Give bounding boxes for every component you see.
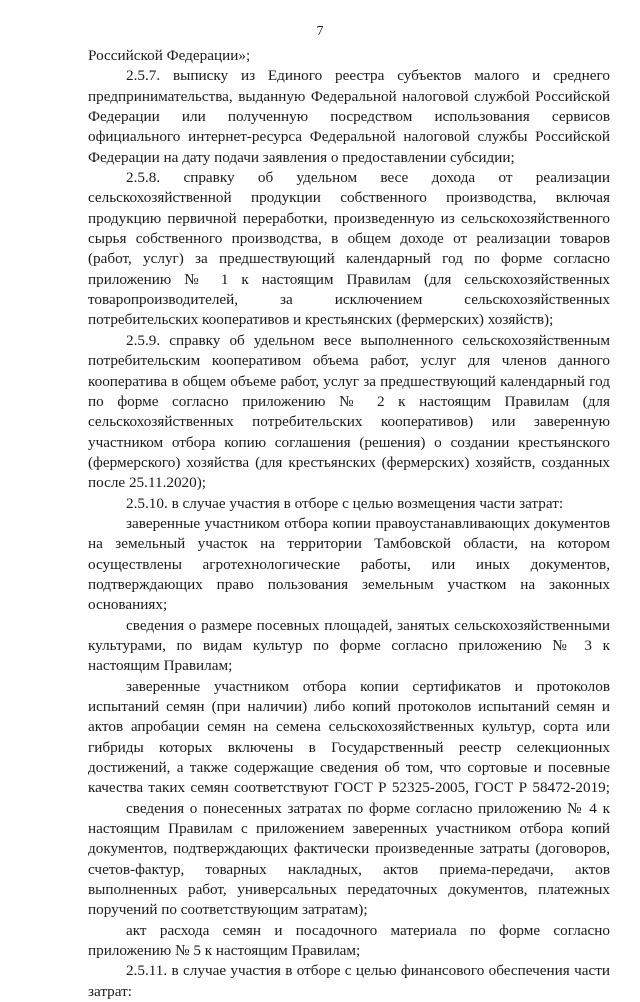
text-line: выполненных работ, универсальных передаточных документов, платежных [88, 881, 610, 899]
text-line: затрат: [88, 982, 132, 1000]
text-line: акт расхода семян и посадочного материала по форме согласно [126, 921, 610, 939]
text-line: осуществлены агротехнологические работы, или иных документов, [88, 555, 610, 573]
text-line: участником отбора копию соглашения (решения) о создании крестьянского [88, 433, 610, 451]
page-number: 7 [316, 24, 324, 39]
text-line: сельскохозяйственных потребительских кооперативов) или заверенную [88, 413, 610, 431]
text-line: по форме согласно приложению № 2 к настоящим Правилам (для [88, 392, 610, 410]
text-line: кооператива в общем объеме работ, услуг за предшествующий календарный год [88, 372, 610, 390]
text-line: поручений по соответствующим затратам); [88, 901, 368, 919]
text-line: документов, подтверждающих фактически произведенные затраты (договоров, [88, 840, 610, 858]
text-line: приложению № 1 к настоящим Правилам (для сельскохозяйственных [88, 270, 610, 288]
text-line: настоящим Правилам; [88, 657, 233, 675]
text-line: Российской Федерации»; [88, 47, 251, 64]
text-line: сырья собственного производства, в общем доходе от реализации товаров [88, 230, 610, 248]
text-line: 2.5.10. в случае участия в отборе с целью возмещения части затрат: [126, 494, 564, 512]
text-line: качества таких семян соответствуют ГОСТ Р 52325-2005, ГОСТ Р 58472-2019; [88, 779, 610, 797]
text-line: испытаний семян (при наличии) либо копий протоколов испытаний семян и [88, 698, 610, 715]
text-line: продукцию первичной переработки, произведенную из сельскохозяйственного [88, 209, 610, 227]
text-line: приложению № 5 к настоящим Правилам; [88, 942, 361, 960]
text-line: актов апробации семян на семена сельскохозяйственных культур, сорта или [88, 718, 610, 736]
text-line: гибриды которых включены в Государственный реестр селекционных [88, 738, 610, 756]
text-line: заверенные участником отбора копии правоустанавливающих документов [126, 514, 610, 532]
text-line: Федерации или полученную посредством использования сервисов [88, 108, 610, 126]
text-line: сведения о понесенных затратах по форме согласно приложению № 4 к [126, 799, 610, 817]
text-line: основаниях; [88, 596, 168, 614]
text-line: 2.5.8. справку об удельном весе дохода от реализации [126, 169, 610, 187]
text-line: (работ, услуг) за предшествующий календарный год по форме согласно [88, 250, 610, 268]
text-line: товаропроизводителей, за исключением сельскохозяйственных [88, 291, 610, 309]
text-line: на земельный участок на территории Тамбовской области, на котором [88, 535, 610, 553]
text-line: настоящим Правилам с приложением заверенных участником отбора копий [88, 820, 610, 838]
text-line: 2.5.7. выписку из Единого реестра субъектов малого и среднего [126, 67, 610, 85]
text-line: заверенные участником отбора копии сертификатов и протоколов [126, 677, 610, 695]
text-line: счетов-фактур, товарных накладных, актов приема-передачи, актов [88, 860, 610, 878]
text-line: подтверждающих право пользования земельным участком на законных [88, 575, 610, 593]
text-line: 2.5.11. в случае участия в отборе с целью финансового обеспечения части [126, 962, 610, 980]
text-line: официального интернет-ресурса Федеральной налоговой службы Российской [88, 128, 610, 146]
text-line: после 25.11.2020); [88, 474, 207, 492]
text-line: сельскохозяйственной продукции собственного производства, включая [88, 189, 610, 207]
text-line: (фермерского) хозяйства (для крестьянских (фермерских) хозяйств, созданных [88, 453, 610, 471]
text-line: потребительских кооперативов и крестьянских (фермерских) хозяйств); [88, 311, 554, 329]
text-line: Федерации на дату подачи заявления о предоставлении субсидии; [88, 148, 515, 166]
text-line: потребительским кооперативом объема работ, услуг для членов данного [88, 352, 610, 370]
text-line: достижений, а также содержащие сведения об том, что сортовые и посевные [88, 759, 610, 777]
text-line: сведения о размере посевных площадей, занятых сельскохозяйственными [126, 616, 610, 634]
text-line: 2.5.9. справку об удельном весе выполненного сельскохозяйственным [126, 331, 610, 349]
text-line: предпринимательства, выданную Федеральной налоговой службой Российской [88, 87, 610, 105]
text-line: культурами, по видам культур по форме согласно приложению № 3 к [88, 636, 610, 654]
document-body [88, 46, 610, 1002]
